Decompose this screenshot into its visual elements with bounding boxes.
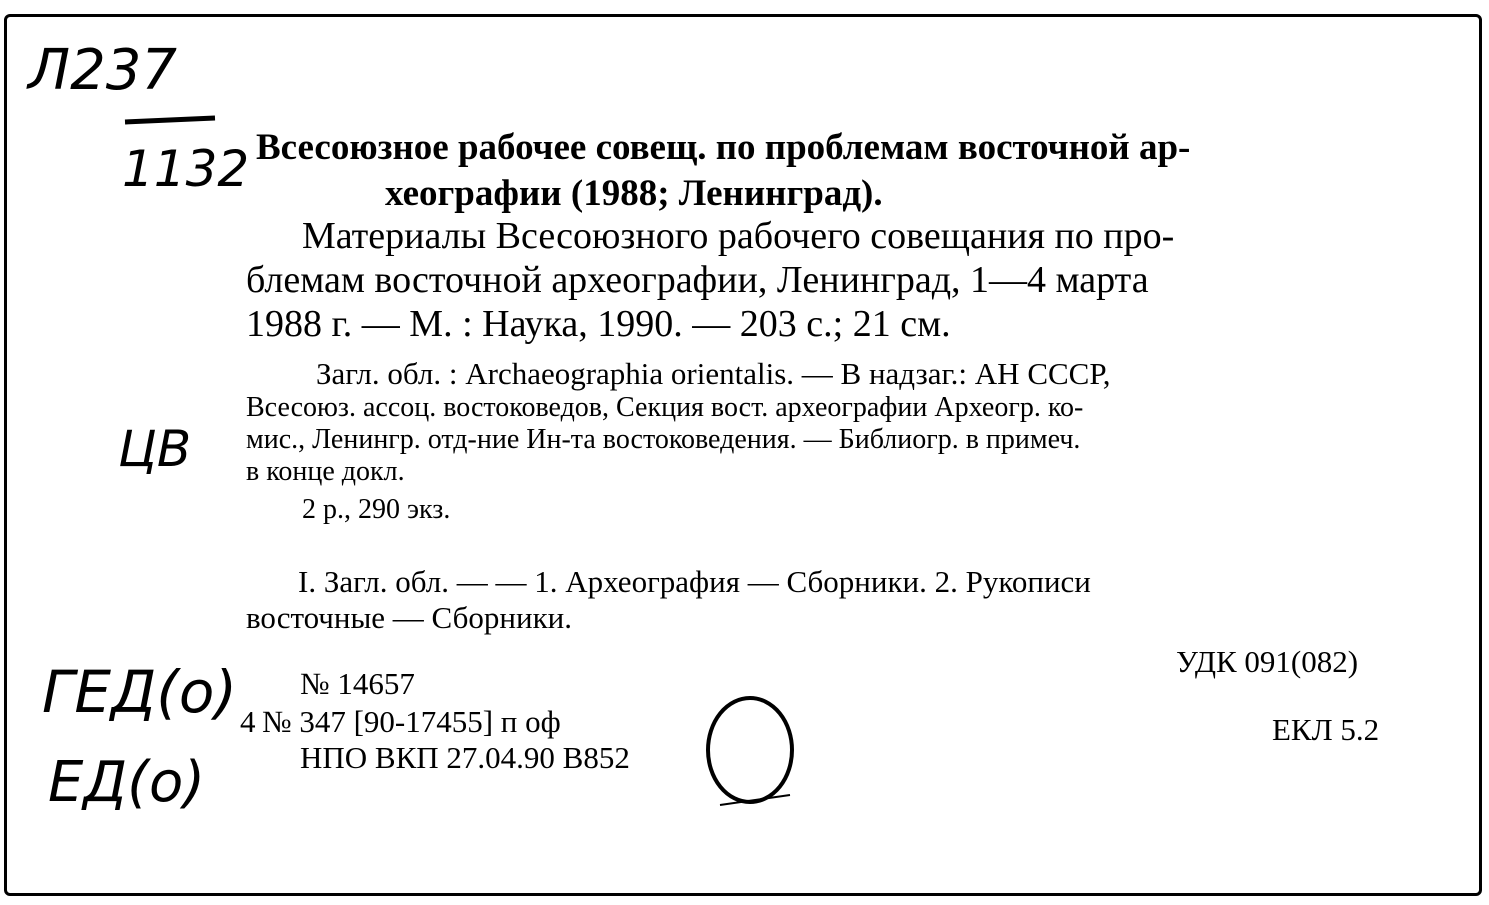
registry-order: № 347 [90-17455] п оф	[262, 704, 561, 739]
heading-line-2: хеографии (1988; Ленинград).	[385, 173, 883, 214]
note-line-4: в конце докл.	[246, 456, 405, 487]
tracings-line-1: I. Загл. обл. — — 1. Археография — Сборники. 2. Рукописи	[298, 564, 1091, 599]
price-line: 2 р., 290 экз.	[302, 494, 451, 525]
udk-code: УДК 091(082)	[1176, 644, 1359, 679]
registry-hand-suffix: 4	[240, 704, 256, 739]
title-line-2: блемам восточной археографии, Ленинград, 1—4 марта	[246, 259, 1149, 301]
handwritten-shelfmark-bottom: 1132	[122, 140, 250, 198]
note-line-2: Всесоюз. ассоц. востоковедов, Секция вост. археографии Археогр. ко-	[246, 392, 1084, 423]
registry-printer: НПО ВКП 27.04.90 В852	[300, 740, 630, 775]
ekl-code: ЕКЛ 5.2	[1272, 712, 1380, 747]
tracings-line-2: восточные — Сборники.	[246, 600, 572, 635]
handwritten-mark-bottom-2: ЕД(о)	[48, 750, 206, 815]
title-line-3: 1988 г. — М. : Наука, 1990. — 203 с.; 21 см.	[246, 303, 951, 345]
handwritten-shelfmark-top: Л237	[28, 38, 177, 103]
registry-number: № 14657	[300, 666, 415, 701]
shelfmark-underline	[125, 118, 215, 122]
note-line-1: Загл. обл. : Archaeographia orientalis. — В надзаг.: АН СССР,	[316, 356, 1111, 391]
handwritten-mark-bottom-1: ГЕД(о)	[42, 658, 238, 726]
title-line-1: Материалы Всесоюзного рабочего совещания по про-	[302, 215, 1175, 257]
heading-line-1: Всесоюзное рабочее совещ. по проблемам восточной ар-	[256, 127, 1191, 168]
handwritten-mark-side: ЦВ	[118, 420, 192, 478]
note-line-3: мис., Ленингр. отд-ние Ин-та востоковедения. — Библиогр. в примеч.	[246, 424, 1081, 455]
stamp-oval	[708, 698, 792, 802]
